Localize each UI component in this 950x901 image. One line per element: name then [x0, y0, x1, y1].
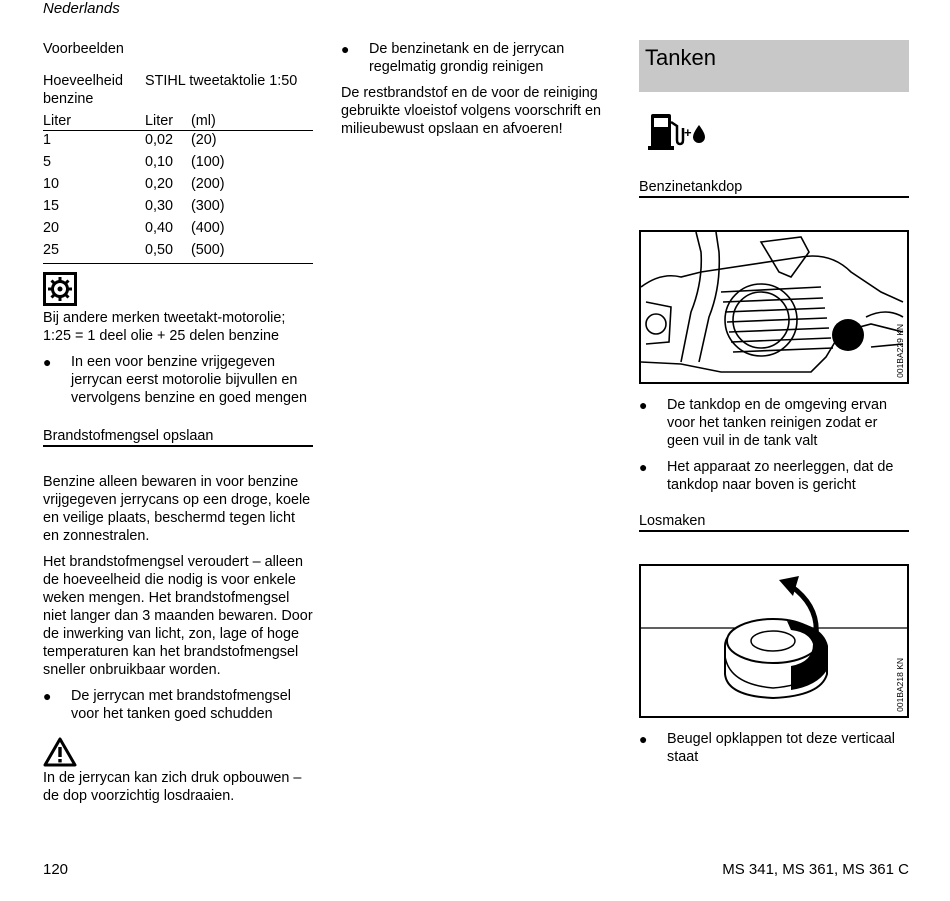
- cell-benzine: 5: [43, 154, 52, 170]
- figure-code: 001BA229 KN: [895, 324, 905, 378]
- list-item: [43, 687, 313, 723]
- table-unit-liter: Liter: [43, 112, 145, 131]
- cap-illustration: [641, 566, 907, 716]
- table-row: [43, 175, 313, 197]
- table-head-oil: STIHL tweetaktolie 1:50: [145, 73, 298, 89]
- list-item: [639, 396, 909, 450]
- column-left: [43, 40, 313, 805]
- residual-text: De restbrandstof en de voor de reiniging gebruikte vloeistof volgens voorschrift en milieubewust opslaan en afvoeren!: [341, 85, 601, 137]
- warning-triangle-icon: [43, 737, 313, 769]
- list-item: [341, 40, 611, 76]
- cell-ml: (400): [191, 220, 225, 236]
- bullet-text: De tankdop en de omgeving ervan voor het tanken reinigen zodat er geen vuil in de tank valt: [667, 397, 888, 449]
- cell-ml: (300): [191, 198, 225, 214]
- examples-title: Voorbeelden: [43, 41, 124, 57]
- fuel-pump-oil-icon: [639, 112, 909, 152]
- table-head-benzine: Hoeveelheid benzine: [43, 73, 124, 107]
- table-row: [43, 241, 313, 264]
- bullet-icon: ●: [639, 459, 648, 475]
- list-item: [639, 458, 909, 494]
- mixing-table: [43, 72, 313, 264]
- bullet-icon: ●: [341, 41, 350, 57]
- bullet-icon: ●: [639, 397, 648, 413]
- storage-text: Benzine alleen bewaren in voor benzine vrijgegeven jerrycans op een droge, koele en veilige plaats, beschermd tegen licht en zonnestralen.: [43, 474, 311, 544]
- other-brands-text: Bij andere merken tweetakt-motorolie; 1:25 = 1 deel olie + 25 delen benzine: [43, 310, 286, 344]
- cell-benzine: 15: [43, 198, 60, 214]
- loosen-title: Losmaken: [639, 512, 909, 532]
- cell-benzine: 20: [43, 220, 60, 236]
- table-unit-ml: (ml): [191, 112, 313, 131]
- cell-ml: (200): [191, 176, 225, 192]
- page-number: 120: [43, 861, 69, 878]
- section-title: Tanken: [639, 40, 909, 92]
- svg-text:+: +: [684, 125, 692, 140]
- column-right: [639, 40, 909, 766]
- cell-liter: 0,30: [145, 198, 174, 214]
- bullet-text: De benzinetank en de jerrycan regelmatig grondig reinigen: [369, 41, 565, 75]
- ageing-text: – alleen de hoeveelheid die nodig is voor enkele weken mengen. Het brandstofmengsel niet langer dan 3 maanden bewaren. Door de inwerking van licht, zon, lage of hoge temperaturen kan het brandstofmengsel sneller onbruikbaar worden.: [43, 554, 313, 678]
- gear-icon: [43, 272, 313, 306]
- cell-liter: 0,02: [145, 132, 174, 148]
- saw-illustration: [641, 232, 907, 382]
- cell-liter: 0,50: [145, 241, 191, 264]
- cell-ml: (100): [191, 154, 225, 170]
- table-row: [43, 219, 313, 241]
- figure-fuel-cap: [639, 230, 909, 384]
- storage-title: Brandstofmengsel opslaan: [43, 427, 313, 447]
- bullet-text: De jerrycan met brandstofmengsel voor het tanken goed schudden: [71, 688, 291, 722]
- table-unit-liter-oil: Liter: [145, 112, 191, 131]
- ageing-paragraph: [43, 553, 313, 679]
- cell-liter: 0,10: [145, 154, 174, 170]
- figure-code: 001BA218 KN: [895, 658, 905, 712]
- cell-benzine: 10: [43, 176, 60, 192]
- table-row: [43, 197, 313, 219]
- cap-title: Benzinetankdop: [639, 178, 909, 198]
- table-row: [43, 153, 313, 175]
- cell-liter: 0,40: [145, 220, 174, 236]
- list-item: [43, 353, 313, 407]
- bullet-text: In een voor benzine vrijgegeven jerrycan eerst motorolie bijvullen en vervolgens benzine en goed mengen: [71, 354, 308, 406]
- cell-ml: (500): [191, 241, 313, 264]
- bullet-text: Het apparaat zo neerleggen, dat de tankdop naar boven is gericht: [667, 459, 894, 493]
- cell-benzine: 25: [43, 241, 145, 264]
- bullet-text: Beugel opklappen tot deze verticaal staat: [667, 731, 896, 765]
- model-names: MS 341, MS 361, MS 361 C: [722, 861, 909, 878]
- cell-benzine: 1: [43, 132, 52, 148]
- column-middle: [341, 40, 611, 138]
- table-row: [43, 131, 313, 154]
- cell-liter: 0,20: [145, 176, 174, 192]
- header-language: Nederlands: [43, 0, 120, 17]
- figure-cap-bracket: [639, 564, 909, 718]
- cell-ml: (20): [191, 132, 217, 148]
- bullet-icon: ●: [43, 354, 52, 370]
- bullet-icon: ●: [639, 731, 648, 747]
- warning-text: In de jerrycan kan zich druk opbouwen – de dop voorzichtig losdraaien.: [43, 770, 302, 804]
- bullet-icon: ●: [43, 688, 52, 704]
- ageing-lead: Het brandstofmengsel veroudert: [43, 554, 249, 570]
- list-item: [639, 730, 909, 766]
